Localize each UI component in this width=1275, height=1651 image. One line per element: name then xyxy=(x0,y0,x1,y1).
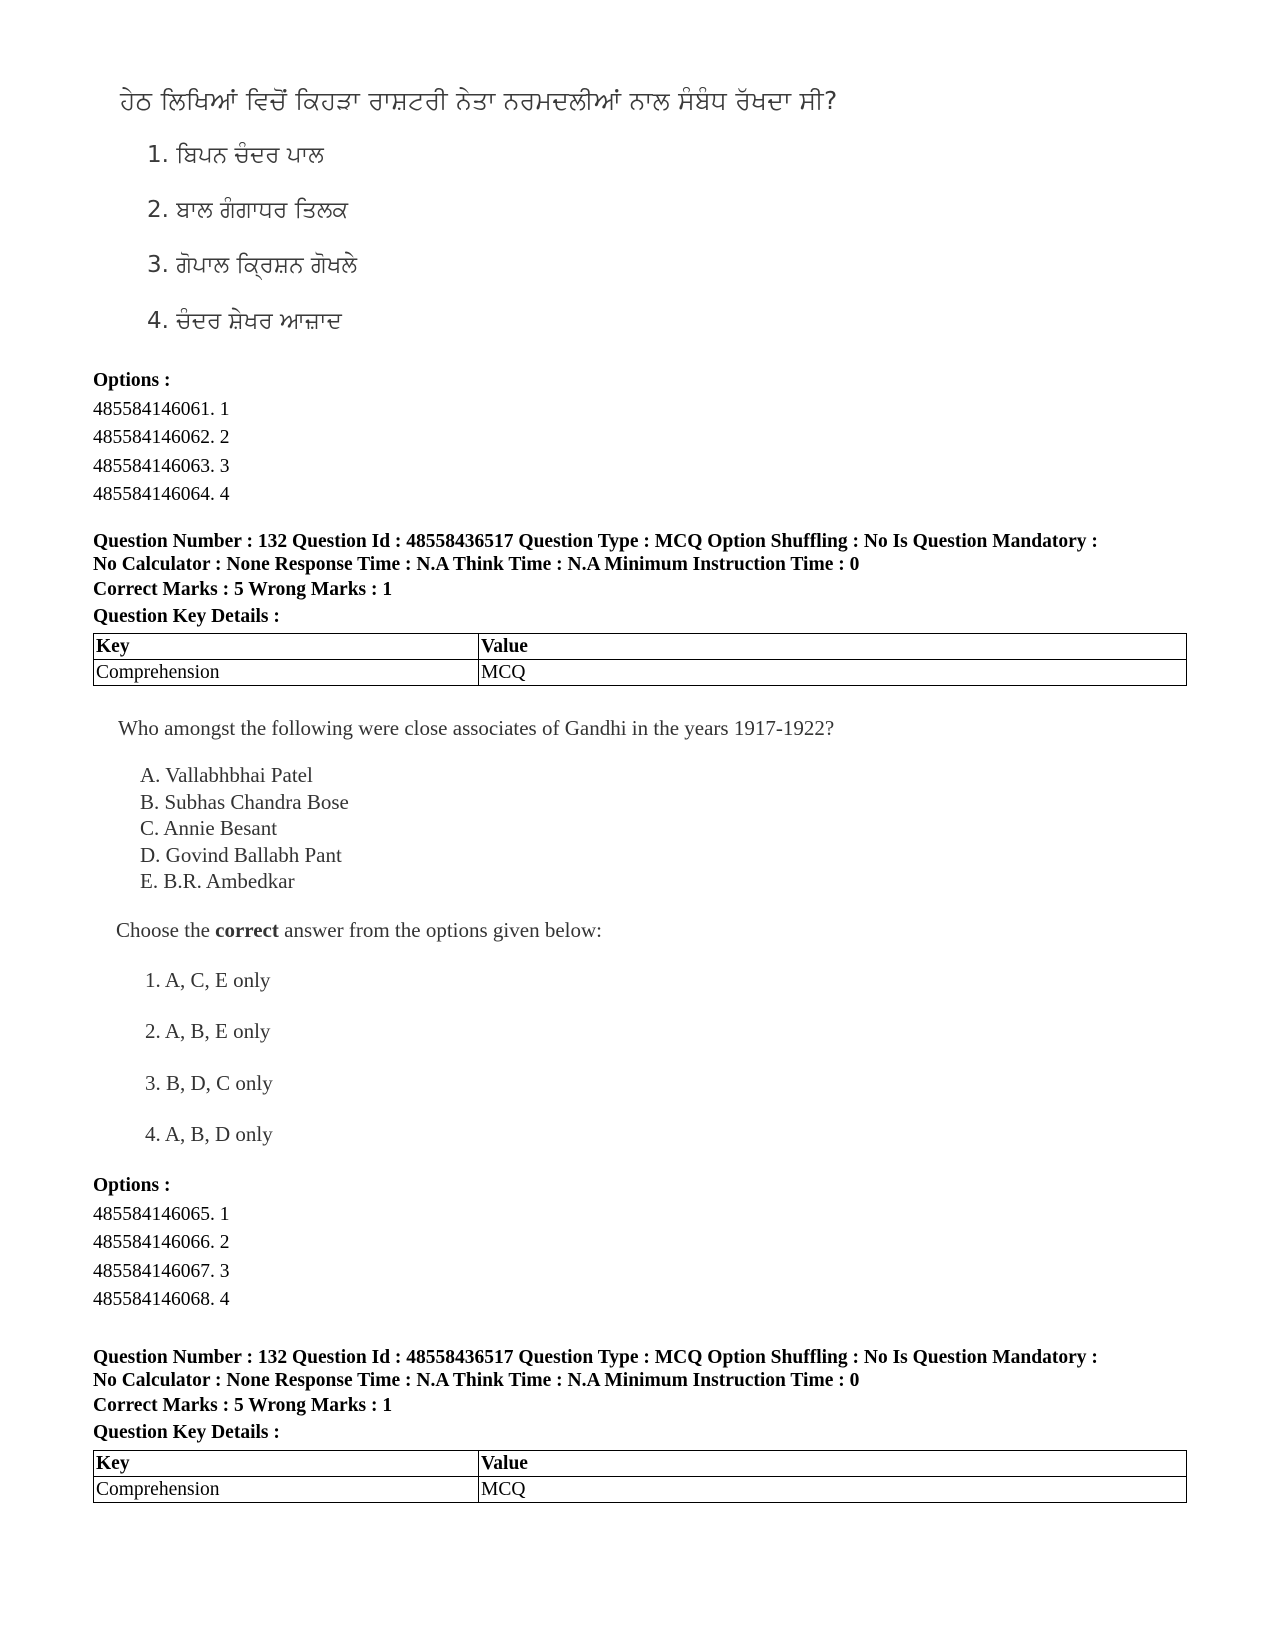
option-id: 485584146065. 1 xyxy=(93,1203,230,1225)
table-row xyxy=(94,660,1187,686)
table-header-key: Key xyxy=(94,634,479,660)
table-cell-value: MCQ xyxy=(479,1477,1187,1503)
table-header-key: Key xyxy=(94,1451,479,1477)
instruction-emphasis: correct xyxy=(215,918,279,942)
question2-item-a: A. Vallabhbhai Patel xyxy=(140,763,313,787)
options-title: Options : xyxy=(93,1175,171,1196)
key-details-table xyxy=(93,633,1187,686)
option-id: 485584146064. 4 xyxy=(93,484,230,505)
instruction-prefix: Choose the xyxy=(116,918,216,942)
options-list-2 xyxy=(93,1172,230,1315)
option-id: 485584146066. 2 xyxy=(93,1232,230,1253)
instruction-suffix: answer from the options given below: xyxy=(278,918,602,942)
table-cell-key: Comprehension xyxy=(94,660,479,686)
table-header-value: Value xyxy=(479,1451,1187,1477)
table-header-value: Value xyxy=(479,634,1187,660)
table-header-row xyxy=(94,1451,1187,1477)
question-meta-line-1: Question Number : 132 Question Id : 48558436517 Question Type : MCQ Option Shuffling : No Is Question Mandatory : xyxy=(93,531,1098,552)
question1-option-2: 2. ਬਾਲ ਗੰਗਾਧਰ ਤਿਲਕ xyxy=(147,197,349,223)
question2-option-2: 2. A, B, E only xyxy=(145,1019,271,1043)
question1-option-3: 3. ਗੋਪਾਲ ਕ੍ਰਿਸ਼ਨ ਗੋਖਲੇ xyxy=(147,252,358,278)
question-meta xyxy=(93,1346,1193,1392)
table-cell-key: Comprehension xyxy=(94,1477,479,1503)
question-meta xyxy=(93,530,1193,576)
question2-item-b: B. Subhas Chandra Bose xyxy=(140,790,349,814)
option-id: 485584146062. 2 xyxy=(93,427,230,448)
key-details-title: Question Key Details : xyxy=(93,1422,280,1443)
table-cell-value: MCQ xyxy=(479,660,1187,686)
question2-option-1: 1. A, C, E only xyxy=(145,968,271,992)
question1-option-4: 4. ਚੰਦਰ ਸ਼ੇਖਰ ਆਜ਼ਾਦ xyxy=(147,308,342,334)
option-id: 485584146067. 3 xyxy=(93,1260,230,1282)
option-id: 485584146068. 4 xyxy=(93,1289,230,1310)
question-meta-line-1: Question Number : 132 Question Id : 48558436517 Question Type : MCQ Option Shuffling : No Is Question Mandatory : xyxy=(93,1347,1098,1368)
options-list-1 xyxy=(93,367,230,510)
table-header-row xyxy=(94,634,1187,660)
question2-stem: Who amongst the following were close associates of Gandhi in the years 1917-1922? xyxy=(118,716,835,740)
question-meta-line-2: No Calculator : None Response Time : N.A Think Time : N.A Minimum Instruction Time : 0 xyxy=(93,554,860,575)
question2-item-c: C. Annie Besant xyxy=(140,816,278,840)
table-row xyxy=(94,1477,1187,1503)
option-id: 485584146063. 3 xyxy=(93,455,230,477)
question2-item-d: D. Govind Ballabh Pant xyxy=(140,843,342,867)
question1-option-1: 1. ਬਿਪਨ ਚੰਦਰ ਪਾਲ xyxy=(147,142,324,168)
options-title: Options : xyxy=(93,370,171,391)
question-meta-line-2: No Calculator : None Response Time : N.A Think Time : N.A Minimum Instruction Time : 0 xyxy=(93,1370,860,1391)
question2-option-3: 3. B, D, C only xyxy=(145,1071,273,1095)
marks-info: Correct Marks : 5 Wrong Marks : 1 xyxy=(93,1395,393,1416)
question2-item-e: E. B.R. Ambedkar xyxy=(140,869,295,893)
question1-stem: ਹੇਠ ਲਿਖਿਆਂ ਵਿਚੋਂ ਕਿਹੜਾ ਰਾਸ਼ਟਰੀ ਨੇਤਾ ਨਰਮਦਲੀਆਂ ਨਾਲ ਸੰਬੰਧ ਰੱਖਦਾ ਸੀ? xyxy=(120,86,838,115)
key-details-table xyxy=(93,1450,1187,1503)
question2-option-4: 4. A, B, D only xyxy=(145,1122,273,1146)
question2-instruction xyxy=(116,918,602,943)
key-details-title: Question Key Details : xyxy=(93,606,280,627)
option-id: 485584146061. 1 xyxy=(93,398,230,420)
marks-info: Correct Marks : 5 Wrong Marks : 1 xyxy=(93,579,393,600)
